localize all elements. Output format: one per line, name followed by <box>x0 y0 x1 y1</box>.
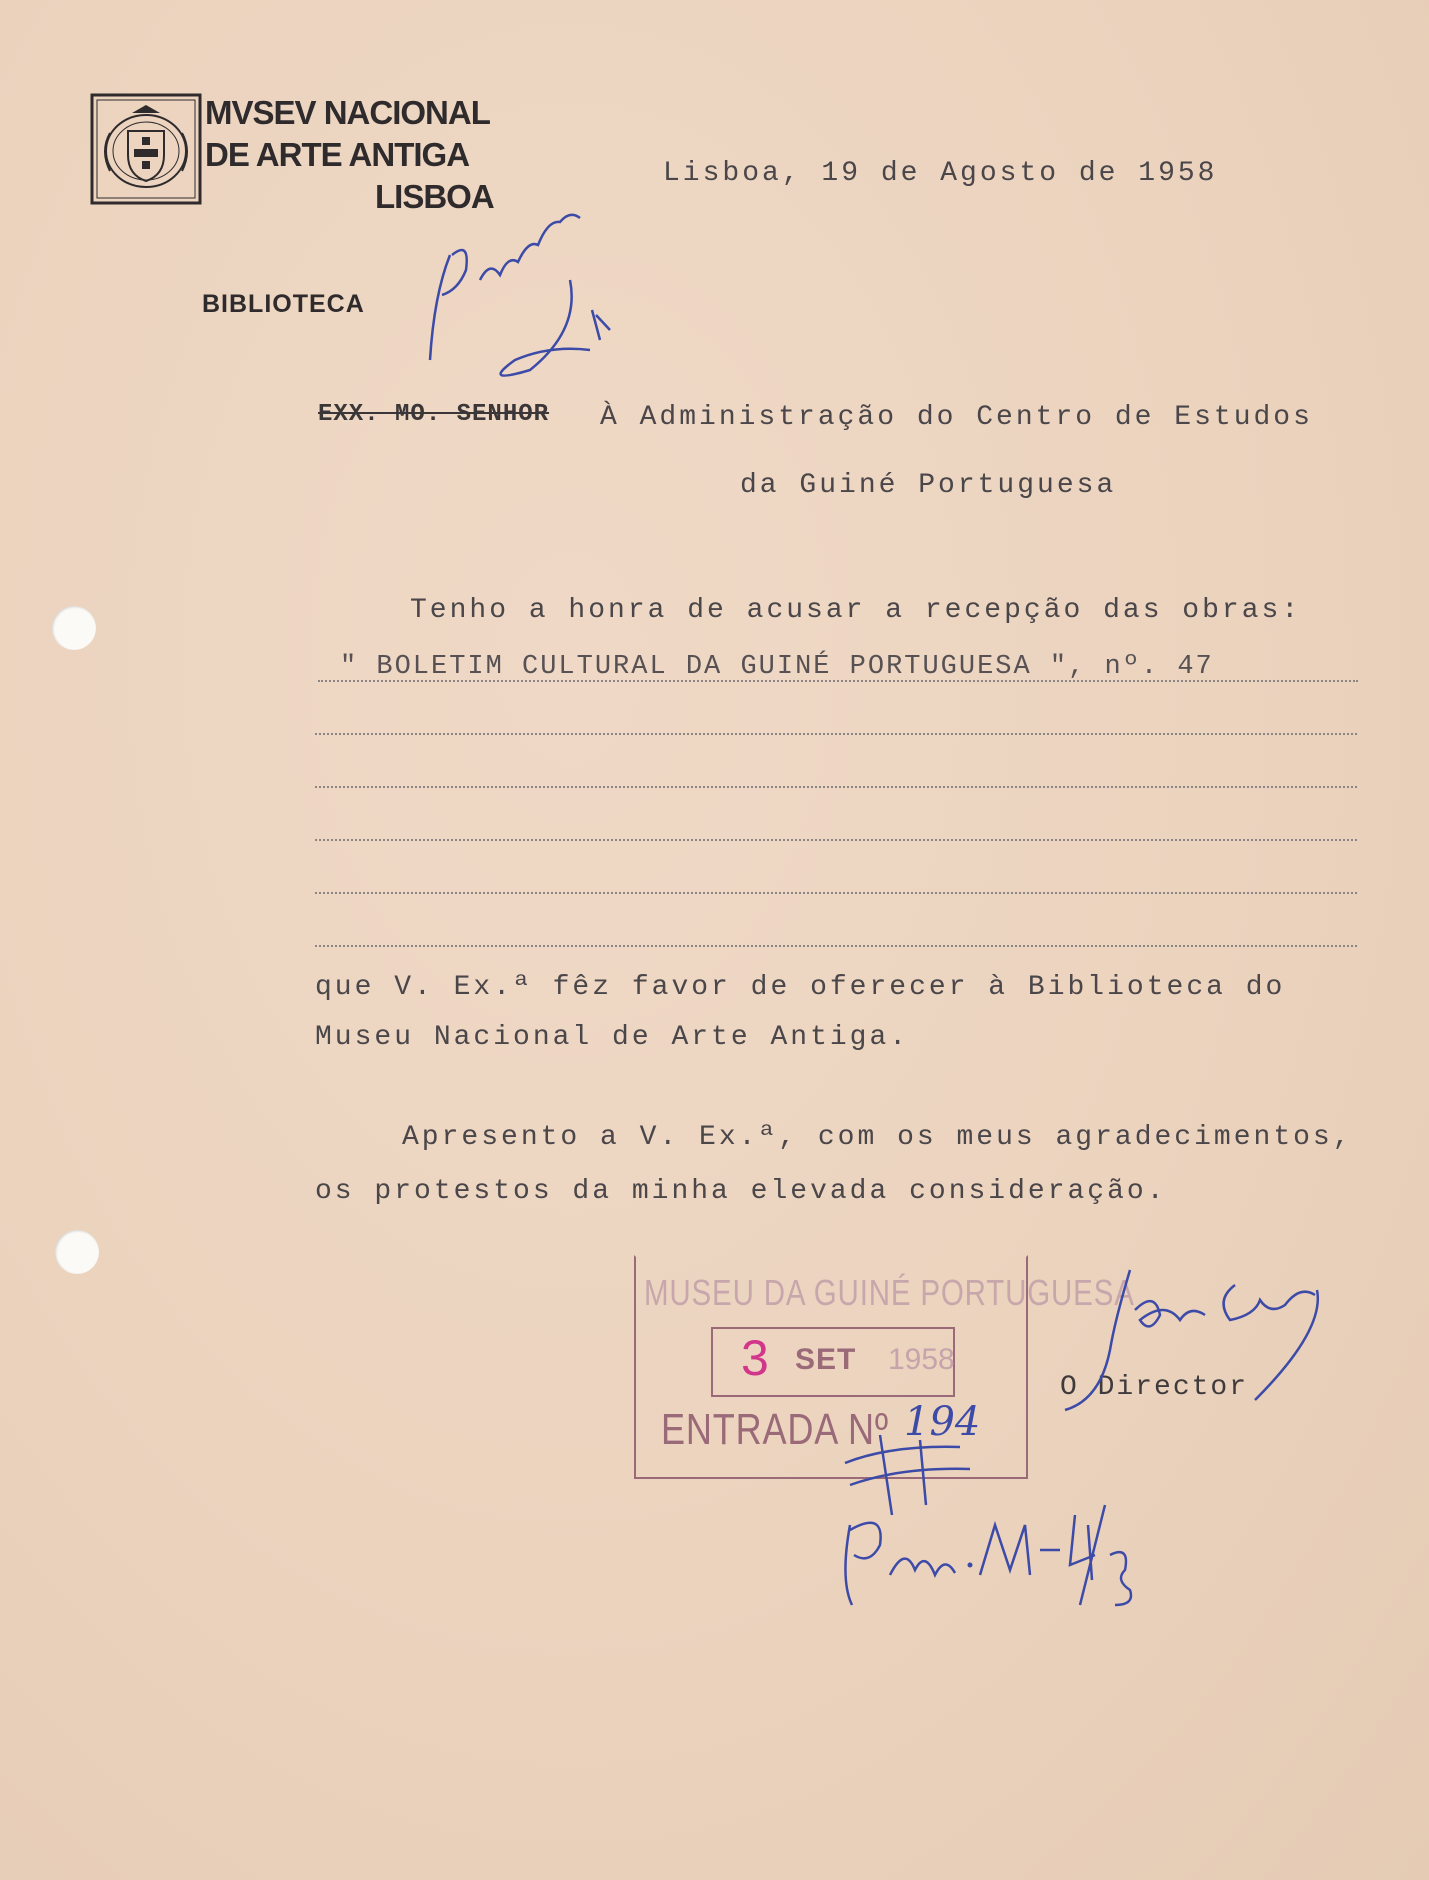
dotted-line-6 <box>315 945 1357 947</box>
body-continuation-2: Museu Nacional de Arte Antiga. <box>315 1022 910 1053</box>
letterhead-line-2: DE ARTE ANTIGA <box>205 136 470 173</box>
handwritten-process-reference <box>830 1405 1150 1625</box>
letter-date: Lisboa, 19 de Agosto de 1958 <box>663 158 1218 189</box>
publication-title: " BOLETIM CULTURAL DA GUINÉ PORTUGUESA ", nº. 47 <box>340 652 1214 682</box>
punch-hole-top <box>52 606 96 650</box>
body-intro: Tenho a honra de acusar a recepção das obras: <box>410 595 1302 626</box>
stamp-year: 1958 <box>888 1343 955 1376</box>
struck-salutation: EXX. MO. SENHOR <box>318 401 550 428</box>
addressee-line-1: À Administração do Centro de Estudos <box>600 402 1313 433</box>
stamp-header: MUSEU DA GUINÉ PORTUGUESA <box>644 1272 1135 1313</box>
coat-of-arms-logo <box>90 93 202 205</box>
director-signature <box>1055 1260 1335 1420</box>
signature-label: O Director <box>1060 1372 1249 1403</box>
letterhead-line-1: MVSEV NACIONAL <box>205 94 490 131</box>
stamp-entry-number: 194 <box>904 1399 981 1445</box>
dotted-line-2 <box>315 733 1357 735</box>
dotted-line-3 <box>315 786 1357 788</box>
stamp-month: SET <box>795 1343 857 1376</box>
department-label: BIBLIOTECA <box>202 290 365 318</box>
handwritten-ciente-note <box>420 200 640 390</box>
punch-hole-bottom <box>55 1230 99 1274</box>
body-continuation-1: que V. Ex.ª fêz favor de oferecer à Biblioteca do <box>315 972 1286 1003</box>
addressee-line-2: da Guiné Portuguesa <box>740 470 1117 501</box>
stamp-date-box <box>711 1327 955 1397</box>
dotted-line-5 <box>315 892 1357 894</box>
body-closing-1: Apresento a V. Ex.ª, com os meus agradecimentos, <box>402 1122 1353 1153</box>
body-closing-2: os protestos da minha elevada consideração. <box>315 1176 1167 1207</box>
stamp-entry-label: ENTRADA Nº <box>661 1405 889 1454</box>
letterhead-line-3: LISBOA <box>375 178 494 215</box>
dotted-line-4 <box>315 839 1357 841</box>
stamp-day: 3 <box>741 1330 769 1386</box>
